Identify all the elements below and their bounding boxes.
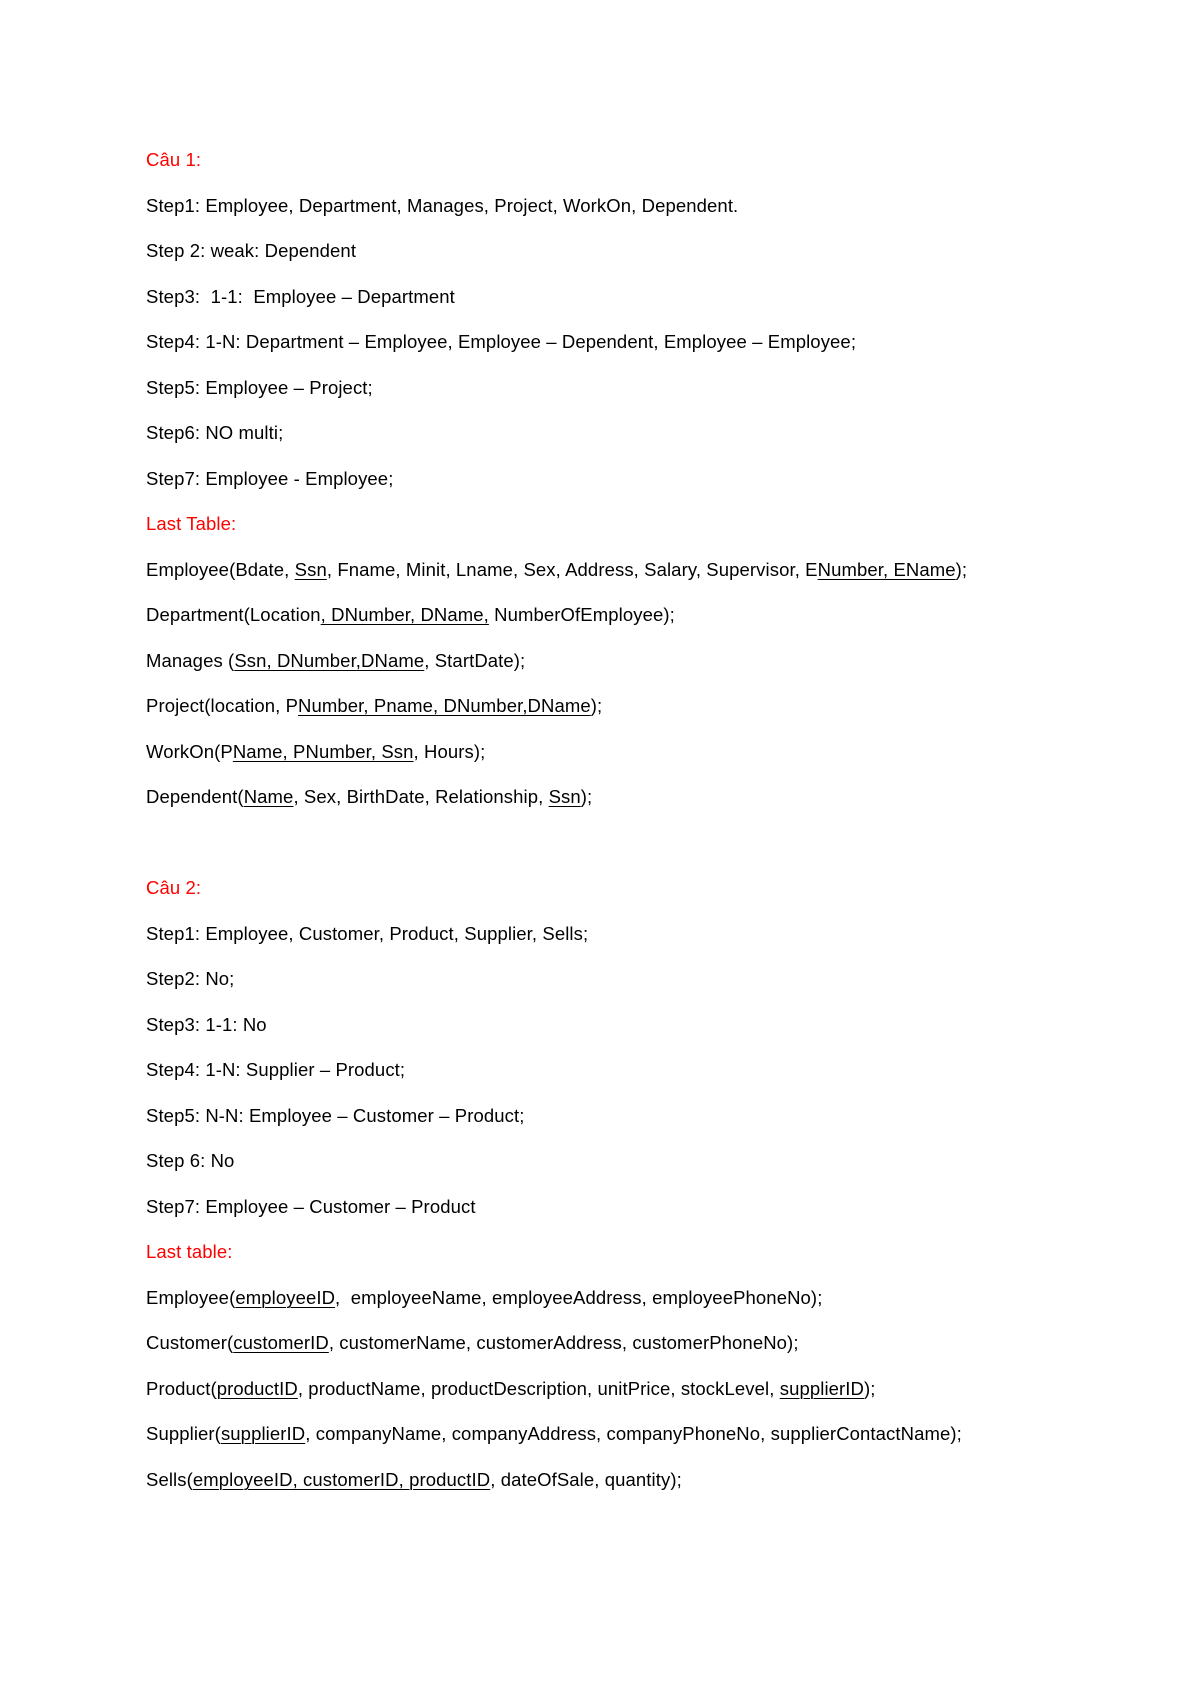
attribute-text: , employeeName, employeeAddress, employeePhoneNo); [335,1287,823,1308]
attribute-text: ); [580,786,593,807]
section2-heading: Câu 2: [146,877,202,898]
attribute-text: Supplier( [146,1423,221,1444]
key-attribute-text: Number, EName [817,559,956,580]
key-attribute-text: Name [243,786,294,807]
attribute-text: Manages ( [146,650,235,671]
section1-step-1: Step1: Employee, Department, Manages, Project, WorkOn, Dependent. [146,195,739,216]
key-attribute-text: employeeID, customerID, productID [192,1469,491,1490]
key-attribute-text: employeeID [235,1287,336,1308]
attribute-text: , Fname, Minit, Lname, Sex, Address, Salary, Supervisor, E [326,559,818,580]
attribute-text: Dependent( [146,786,244,807]
section1-step-7: Step7: Employee - Employee; [146,468,394,489]
attribute-text: ); [864,1378,876,1399]
attribute-text: , Hours); [413,741,486,762]
attribute-text: NumberOfEmployee); [488,604,675,625]
key-attribute-text: Ssn, DNumber,DName [234,650,425,671]
section1-table-project [146,694,602,718]
attribute-text: Customer( [146,1332,234,1353]
section1-table-dependent [146,785,592,809]
section1-step-5: Step5: Employee – Project; [146,377,373,398]
section2-table-employee [146,1286,822,1310]
section2-table-sells [146,1468,682,1492]
section2-step-1: Step1: Employee, Customer, Product, Supplier, Sells; [146,923,589,944]
key-attribute-text: supplierID [779,1378,865,1399]
section1-table-department [146,603,675,627]
section1-step-4: Step4: 1-N: Department – Employee, Employee – Dependent, Employee – Employee; [146,331,857,352]
section2-step-3: Step3: 1-1: No [146,1014,267,1035]
attribute-text: ); [955,559,968,580]
key-attribute-text: customerID [233,1332,329,1353]
section1-last-table-heading: Last Table: [146,513,237,534]
attribute-text: Employee( [146,1287,236,1308]
attribute-text: ); [590,695,603,716]
attribute-text: Project(location, P [146,695,299,716]
section2-step-4: Step4: 1-N: Supplier – Product; [146,1059,406,1080]
attribute-text: Department(Location [146,604,321,625]
attribute-text: , companyName, companyAddress, companyPhoneNo, supplierContactName); [305,1423,962,1444]
attribute-text: Employee(Bdate, [146,559,295,580]
section1-step-3: Step3: 1-1: Employee – Department [146,286,455,307]
key-attribute-text: Ssn [548,786,581,807]
key-attribute-text: supplierID [220,1423,306,1444]
section2-last-table-heading: Last table: [146,1241,233,1262]
section1-heading: Câu 1: [146,149,202,170]
attribute-text: , customerName, customerAddress, customerPhoneNo); [328,1332,799,1353]
key-attribute-text: Number, Pname, DNumber,DName [298,695,591,716]
attribute-text: WorkOn(P [146,741,233,762]
attribute-text: , StartDate); [424,650,526,671]
section1-step-6: Step6: NO multi; [146,422,284,443]
section2-table-customer [146,1331,799,1355]
section2-step-7: Step7: Employee – Customer – Product [146,1196,476,1217]
key-attribute-text: , DNumber, DName, [320,604,489,625]
section1-table-employee [146,558,967,582]
section2-table-supplier [146,1422,962,1446]
key-attribute-text: Name, PNumber, Ssn [232,741,414,762]
attribute-text: Product( [146,1378,217,1399]
section2-step-2: Step2: No; [146,968,235,989]
attribute-text: , Sex, BirthDate, Relationship, [293,786,549,807]
key-attribute-text: Ssn [294,559,327,580]
section1-step-2: Step 2: weak: Dependent [146,240,357,261]
attribute-text: , productName, productDescription, unitPrice, stockLevel, [297,1378,780,1399]
section2-step-6: Step 6: No [146,1150,235,1171]
section2-table-product [146,1377,876,1401]
section1-table-workon [146,740,485,764]
section1-table-manages [146,649,525,673]
attribute-text: Sells( [146,1469,193,1490]
key-attribute-text: productID [216,1378,298,1399]
section2-step-5: Step5: N-N: Employee – Customer – Product; [146,1105,525,1126]
attribute-text: , dateOfSale, quantity); [490,1469,682,1490]
